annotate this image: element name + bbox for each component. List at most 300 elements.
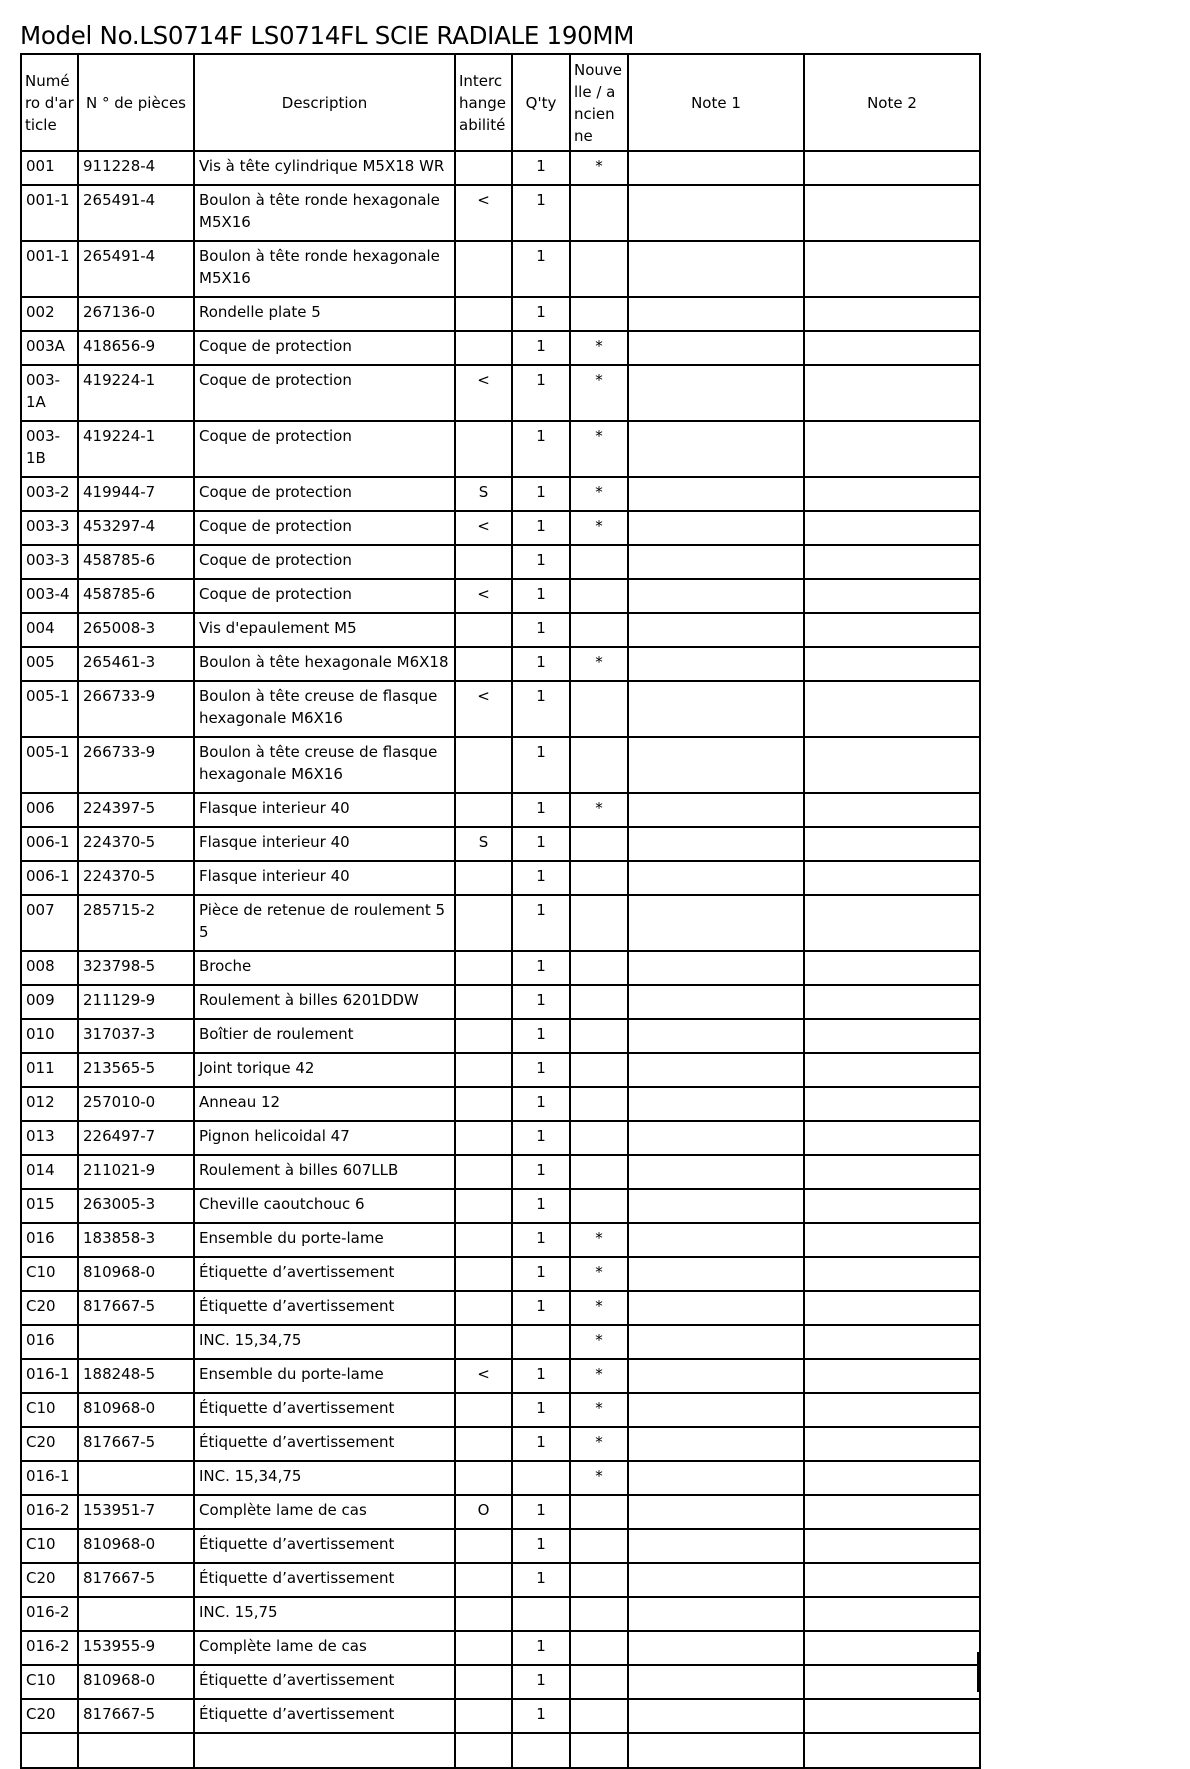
cell-item-number: 009 [21,985,78,1019]
cell-note-1 [628,827,804,861]
cell-description: Boulon à tête creuse de flasque hexagonale M6X16 [194,737,455,793]
cell-description: Cheville caoutchouc 6 [194,1189,455,1223]
empty-cell [628,1733,804,1768]
cell-quantity: 1 [512,613,570,647]
cell-item-number: 008 [21,951,78,985]
table-border-line [569,1652,571,1692]
cell-interchangeability [455,1223,512,1257]
cell-quantity: 1 [512,1529,570,1563]
cell-quantity: 1 [512,477,570,511]
cell-note-1 [628,1461,804,1495]
cell-new-old [570,951,628,985]
cell-part-number: 224370-5 [78,827,194,861]
cell-interchangeability: < [455,1359,512,1393]
cell-description: Ensemble du porte-lame [194,1359,455,1393]
cell-part-number: 188248-5 [78,1359,194,1393]
table-row [21,421,980,477]
cell-quantity: 1 [512,545,570,579]
cell-item-number: 016-1 [21,1461,78,1495]
cell-interchangeability [455,647,512,681]
table-row [21,1699,980,1733]
cell-item-number: 003A [21,331,78,365]
cell-new-old: * [570,331,628,365]
cell-item-number: C20 [21,1291,78,1325]
cell-part-number: 183858-3 [78,1223,194,1257]
cell-note-2 [804,1257,980,1291]
cell-note-2 [804,1495,980,1529]
cell-part-number [78,1461,194,1495]
cell-part-number: 266733-9 [78,681,194,737]
cell-note-1 [628,365,804,421]
cell-note-2 [804,1563,980,1597]
cell-note-1 [628,1223,804,1257]
cell-description: Flasque interieur 40 [194,861,455,895]
cell-item-number: C10 [21,1393,78,1427]
cell-new-old: * [570,1223,628,1257]
cell-quantity: 1 [512,241,570,297]
cell-quantity: 1 [512,1665,570,1699]
table-row [21,1495,980,1529]
cell-note-2 [804,951,980,985]
cell-interchangeability [455,1087,512,1121]
table-row [21,793,980,827]
cell-quantity: 1 [512,1699,570,1733]
cell-quantity: 1 [512,1393,570,1427]
cell-new-old [570,827,628,861]
cell-description: INC. 15,75 [194,1597,455,1631]
cell-quantity: 1 [512,421,570,477]
table-continuation [20,1652,979,1692]
cell-description: Coque de protection [194,421,455,477]
cell-note-2 [804,1291,980,1325]
cell-quantity [512,1325,570,1359]
cell-interchangeability [455,421,512,477]
cell-item-number: 011 [21,1053,78,1087]
cell-description: Pignon helicoidal 47 [194,1121,455,1155]
cell-interchangeability [455,297,512,331]
cell-item-number: 001-1 [21,185,78,241]
cell-part-number: 810968-0 [78,1529,194,1563]
table-row [21,185,980,241]
cell-interchangeability [455,1597,512,1631]
cell-note-2 [804,861,980,895]
cell-note-1 [628,861,804,895]
cell-part-number: 211021-9 [78,1155,194,1189]
cell-new-old [570,1019,628,1053]
cell-part-number: 267136-0 [78,297,194,331]
cell-part-number: 211129-9 [78,985,194,1019]
cell-item-number: 016-2 [21,1597,78,1631]
cell-note-1 [628,151,804,185]
cell-part-number: 911228-4 [78,151,194,185]
cell-quantity: 1 [512,793,570,827]
cell-quantity: 1 [512,1155,570,1189]
cell-note-1 [628,1529,804,1563]
cell-description: Étiquette d’avertissement [194,1291,455,1325]
cell-note-2 [804,1597,980,1631]
cell-interchangeability [455,545,512,579]
cell-new-old: * [570,1461,628,1495]
cell-new-old: * [570,793,628,827]
table-row [21,1291,980,1325]
cell-note-2 [804,1019,980,1053]
cell-note-1 [628,579,804,613]
cell-note-2 [804,985,980,1019]
cell-note-1 [628,1597,804,1631]
table-row [21,1325,980,1359]
table-row [21,1223,980,1257]
cell-item-number: C20 [21,1563,78,1597]
cell-part-number: 265491-4 [78,185,194,241]
cell-interchangeability [455,1529,512,1563]
table-row [21,297,980,331]
cell-interchangeability [455,331,512,365]
cell-note-2 [804,1325,980,1359]
cell-description: Roulement à billes 607LLB [194,1155,455,1189]
table-row [21,1359,980,1393]
cell-item-number: 005-1 [21,737,78,793]
cell-description: Joint torique 42 [194,1053,455,1087]
cell-note-1 [628,331,804,365]
cell-interchangeability [455,1427,512,1461]
cell-note-1 [628,1325,804,1359]
table-row [21,1019,980,1053]
cell-part-number: 266733-9 [78,737,194,793]
cell-new-old [570,185,628,241]
col-header-part: N ° de pièces [78,54,194,151]
cell-note-2 [804,477,980,511]
table-row [21,1563,980,1597]
cell-quantity: 1 [512,1495,570,1529]
col-header-qty: Q'ty [512,54,570,151]
cell-interchangeability: O [455,1495,512,1529]
cell-part-number: 817667-5 [78,1291,194,1325]
table-row [21,511,980,545]
cell-note-2 [804,421,980,477]
cell-note-2 [804,545,980,579]
cell-new-old: * [570,365,628,421]
cell-new-old [570,895,628,951]
cell-note-1 [628,1155,804,1189]
cell-part-number: 317037-3 [78,1019,194,1053]
cell-note-2 [804,1087,980,1121]
table-row [21,1155,980,1189]
cell-interchangeability: S [455,827,512,861]
cell-note-2 [804,613,980,647]
table-border-line [977,1652,979,1692]
cell-description: Broche [194,951,455,985]
cell-quantity: 1 [512,985,570,1019]
cell-description: Pièce de retenue de roulement 5 5 [194,895,455,951]
cell-new-old [570,681,628,737]
cell-interchangeability [455,1291,512,1325]
cell-part-number: 817667-5 [78,1563,194,1597]
table-row [21,1053,980,1087]
cell-interchangeability [455,1155,512,1189]
cell-part-number: 265461-3 [78,647,194,681]
cell-new-old: * [570,511,628,545]
cell-part-number: 323798-5 [78,951,194,985]
cell-part-number: 458785-6 [78,579,194,613]
cell-description: Étiquette d’avertissement [194,1529,455,1563]
cell-note-2 [804,365,980,421]
cell-new-old [570,1563,628,1597]
cell-description: Coque de protection [194,579,455,613]
cell-note-2 [804,511,980,545]
cell-item-number: 005-1 [21,681,78,737]
cell-description: INC. 15,34,75 [194,1325,455,1359]
cell-part-number: 817667-5 [78,1699,194,1733]
table-border-line [193,1652,195,1692]
cell-part-number: 213565-5 [78,1053,194,1087]
cell-note-1 [628,647,804,681]
cell-item-number: 016-1 [21,1359,78,1393]
table-row [21,1597,980,1631]
table-border-line [803,1652,805,1692]
cell-note-1 [628,737,804,793]
cell-new-old: * [570,1359,628,1393]
cell-interchangeability [455,1563,512,1597]
cell-part-number: 265008-3 [78,613,194,647]
table-border-line [511,1652,513,1692]
empty-cell [570,1733,628,1768]
cell-item-number: 002 [21,297,78,331]
parts-table [20,53,981,1769]
cell-part-number: 224370-5 [78,861,194,895]
cell-item-number: 006-1 [21,861,78,895]
col-header-item: Numéro d'article [21,54,78,151]
table-row [21,681,980,737]
cell-note-1 [628,1257,804,1291]
cell-part-number: 810968-0 [78,1665,194,1699]
cell-item-number: 013 [21,1121,78,1155]
cell-interchangeability: < [455,579,512,613]
cell-quantity: 1 [512,1053,570,1087]
cell-item-number: C10 [21,1665,78,1699]
cell-description: Coque de protection [194,511,455,545]
cell-description: Ensemble du porte-lame [194,1223,455,1257]
page-title: Model No.LS0714F LS0714FL SCIE RADIALE 190MM [20,21,635,50]
cell-new-old [570,1529,628,1563]
cell-new-old [570,613,628,647]
cell-interchangeability [455,1121,512,1155]
cell-note-2 [804,737,980,793]
cell-note-2 [804,647,980,681]
col-header-note-1: Note 1 [628,54,804,151]
cell-description: Vis d'epaulement M5 [194,613,455,647]
cell-description: Roulement à billes 6201DDW [194,985,455,1019]
cell-new-old [570,1699,628,1733]
table-row [21,1393,980,1427]
table-row [21,895,980,951]
cell-item-number: 016 [21,1325,78,1359]
cell-quantity: 1 [512,1189,570,1223]
cell-interchangeability [455,1019,512,1053]
cell-note-1 [628,1393,804,1427]
cell-quantity [512,1461,570,1495]
cell-quantity: 1 [512,511,570,545]
cell-description: Rondelle plate 5 [194,297,455,331]
cell-note-2 [804,793,980,827]
cell-item-number: C20 [21,1427,78,1461]
cell-new-old [570,1121,628,1155]
cell-item-number: 003-3 [21,511,78,545]
cell-item-number: 012 [21,1087,78,1121]
cell-quantity: 1 [512,1359,570,1393]
cell-quantity: 1 [512,1121,570,1155]
cell-item-number: 016 [21,1223,78,1257]
cell-note-1 [628,793,804,827]
cell-description: Étiquette d’avertissement [194,1563,455,1597]
cell-quantity: 1 [512,1257,570,1291]
table-row [21,1427,980,1461]
cell-note-1 [628,1495,804,1529]
cell-interchangeability: < [455,185,512,241]
cell-interchangeability [455,861,512,895]
table-row [21,1121,980,1155]
cell-note-2 [804,1053,980,1087]
cell-note-2 [804,1359,980,1393]
cell-part-number: 419944-7 [78,477,194,511]
cell-quantity: 1 [512,861,570,895]
cell-part-number: 265491-4 [78,241,194,297]
cell-part-number [78,1597,194,1631]
cell-quantity: 1 [512,1087,570,1121]
cell-part-number: 263005-3 [78,1189,194,1223]
cell-new-old [570,579,628,613]
cell-part-number: 418656-9 [78,331,194,365]
cell-new-old: * [570,1257,628,1291]
cell-quantity: 1 [512,895,570,951]
cell-quantity [512,1597,570,1631]
table-row [21,579,980,613]
table-row [21,331,980,365]
cell-item-number: 001-1 [21,241,78,297]
cell-quantity: 1 [512,365,570,421]
cell-description: Étiquette d’avertissement [194,1699,455,1733]
cell-description: Complète lame de cas [194,1495,455,1529]
table-header-row [21,54,980,151]
cell-part-number: 453297-4 [78,511,194,545]
cell-note-1 [628,421,804,477]
cell-description: Coque de protection [194,477,455,511]
cell-note-2 [804,1461,980,1495]
table-row [21,241,980,297]
cell-new-old: * [570,151,628,185]
cell-note-1 [628,477,804,511]
table-border-line [454,1652,456,1692]
cell-note-2 [804,895,980,951]
cell-part-number: 458785-6 [78,545,194,579]
empty-cell [512,1733,570,1768]
table-row [21,545,980,579]
empty-cell [78,1733,194,1768]
col-header-new-old: Nouvelle / ancienne [570,54,628,151]
cell-quantity: 1 [512,1631,570,1665]
cell-description: Boulon à tête ronde hexagonale M5X16 [194,241,455,297]
cell-note-2 [804,681,980,737]
cell-interchangeability: S [455,477,512,511]
cell-note-2 [804,1189,980,1223]
cell-new-old: * [570,1325,628,1359]
cell-description: Anneau 12 [194,1087,455,1121]
cell-note-1 [628,1291,804,1325]
cell-note-1 [628,1427,804,1461]
cell-item-number: 003-1B [21,421,78,477]
cell-note-2 [804,151,980,185]
cell-quantity: 1 [512,185,570,241]
col-header-description: Description [194,54,455,151]
cell-note-2 [804,1223,980,1257]
cell-interchangeability [455,1699,512,1733]
cell-note-1 [628,1189,804,1223]
table-border-line [77,1652,79,1692]
cell-new-old [570,297,628,331]
cell-new-old: * [570,421,628,477]
cell-interchangeability [455,985,512,1019]
cell-item-number: 003-3 [21,545,78,579]
cell-new-old [570,545,628,579]
cell-item-number: C20 [21,1699,78,1733]
table-border-line [20,1652,22,1692]
cell-quantity: 1 [512,1563,570,1597]
table-row [21,1529,980,1563]
table-row [21,1461,980,1495]
cell-quantity: 1 [512,297,570,331]
cell-new-old [570,1495,628,1529]
table-row [21,477,980,511]
cell-part-number: 817667-5 [78,1427,194,1461]
cell-item-number: 015 [21,1189,78,1223]
cell-interchangeability [455,737,512,793]
cell-item-number: C10 [21,1529,78,1563]
table-body [21,151,980,1768]
empty-cell [194,1733,455,1768]
cell-new-old [570,985,628,1019]
col-header-interchangeability: Interchangeabilité [455,54,512,151]
table-row [21,861,980,895]
cell-item-number: 006 [21,793,78,827]
cell-item-number: 003-4 [21,579,78,613]
cell-note-1 [628,511,804,545]
empty-cell [804,1733,980,1768]
cell-note-1 [628,613,804,647]
cell-description: Étiquette d’avertissement [194,1427,455,1461]
cell-interchangeability: < [455,681,512,737]
cell-part-number: 419224-1 [78,421,194,477]
cell-new-old [570,241,628,297]
table-row [21,985,980,1019]
cell-new-old [570,861,628,895]
cell-note-1 [628,1019,804,1053]
cell-interchangeability [455,1189,512,1223]
cell-quantity: 1 [512,737,570,793]
cell-note-1 [628,185,804,241]
cell-new-old: * [570,477,628,511]
cell-item-number: 016-2 [21,1631,78,1665]
cell-description: Coque de protection [194,545,455,579]
cell-quantity: 1 [512,827,570,861]
cell-interchangeability: < [455,365,512,421]
empty-cell [455,1733,512,1768]
cell-part-number: 153951-7 [78,1495,194,1529]
cell-description: INC. 15,34,75 [194,1461,455,1495]
cell-interchangeability [455,895,512,951]
cell-item-number: 010 [21,1019,78,1053]
cell-quantity: 1 [512,579,570,613]
table-row [21,1087,980,1121]
cell-description: Flasque interieur 40 [194,793,455,827]
